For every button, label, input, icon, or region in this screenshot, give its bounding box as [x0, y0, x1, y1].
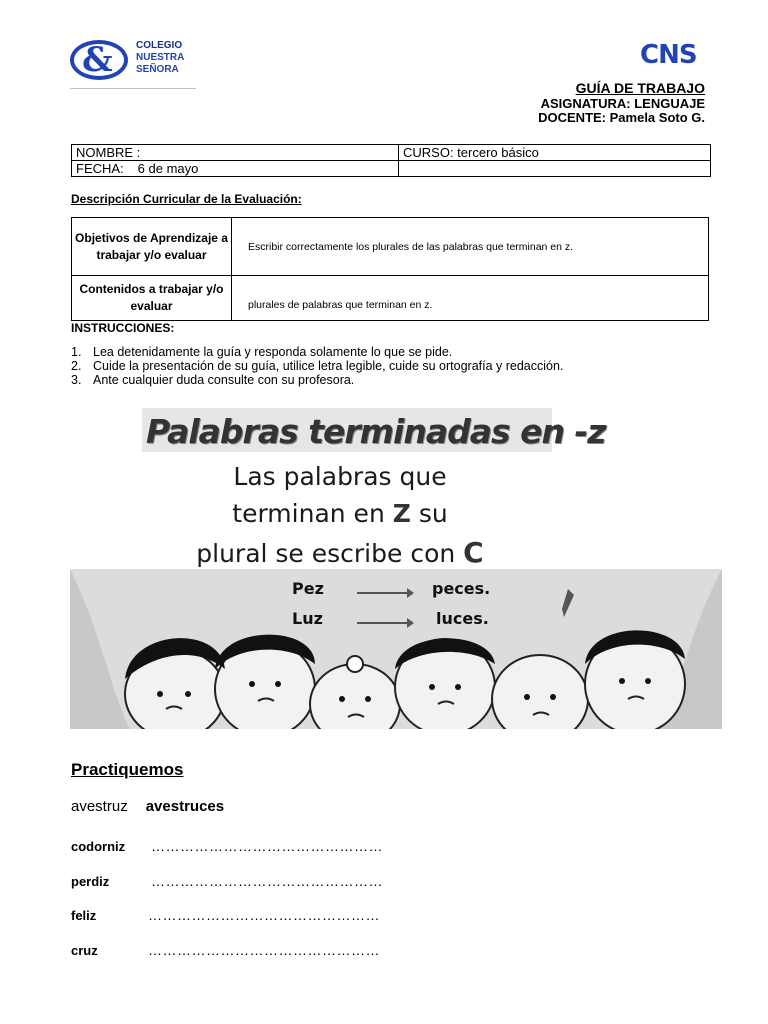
contents-value: plurales de palabras que terminan en z. [232, 276, 709, 321]
contents-label: Contenidos a trabajar y/o evaluar [72, 276, 232, 321]
cns-logo: CNS [640, 40, 697, 70]
logo-ampersand-icon: & [82, 40, 113, 80]
page-title: GUÍA DE TRABAJO [575, 80, 705, 96]
example-singular: Pez [292, 579, 324, 598]
subject-line: ASIGNATURA: LENGUAJE [540, 96, 705, 111]
logo-divider [70, 88, 196, 89]
logo-text: COLEGIO NUESTRA SEÑORA [136, 40, 185, 75]
practice-item[interactable]: feliz ………………………………………… [71, 907, 380, 923]
example-plural: peces. [432, 579, 491, 598]
rule-line-2: terminan en Z su [232, 499, 448, 528]
rule-illustration [70, 404, 722, 729]
fecha-field: FECHA: 6 de mayo [72, 161, 399, 177]
teacher-line: DOCENTE: Pamela Soto G. [538, 110, 705, 125]
instructions-list [71, 345, 563, 387]
rule-line-3: plural se escribe con C [196, 536, 484, 569]
student-info-table [71, 144, 711, 177]
curriculum-table [71, 217, 709, 321]
instruction-item: 3. Ante cualquier duda consulte con su profesora. [71, 373, 355, 387]
objectives-label: Objetivos de Aprendizaje a trabajar y/o evaluar [72, 218, 232, 276]
empty-cell [399, 161, 711, 177]
rule-line-1: Las palabras que [233, 462, 447, 491]
objectives-value: Escribir correctamente los plurales de las palabras que terminan en z. [232, 218, 709, 276]
practice-example: avestruz avestruces [71, 798, 225, 815]
instructions-title: INSTRUCCIONES: [71, 321, 175, 335]
example-plural: luces. [436, 609, 489, 628]
practice-item[interactable]: codorniz ………………………………………… [71, 838, 383, 854]
practice-item[interactable]: perdiz ………………………………………… [71, 873, 383, 889]
arrow-right-icon [355, 587, 415, 599]
practice-title: Practiquemos [71, 760, 184, 779]
curso-field: CURSO: tercero básico [399, 145, 711, 161]
arrow-right-icon [355, 617, 415, 629]
instruction-item: 1. Lea detenidamente la guía y responda solamente lo que se pide. [71, 345, 453, 359]
practice-item[interactable]: cruz ………………………………………… [71, 942, 380, 958]
nombre-field[interactable]: NOMBRE : [72, 145, 399, 161]
curriculum-title: Descripción Curricular de la Evaluación: [71, 192, 302, 206]
school-logo [70, 38, 200, 90]
example-singular: Luz [292, 609, 323, 628]
instruction-item: 2. Cuide la presentación de su guía, utilice letra legible, cuide su ortografía y redacción. [71, 359, 564, 373]
banner-title: Palabras terminadas en -z [146, 412, 606, 451]
